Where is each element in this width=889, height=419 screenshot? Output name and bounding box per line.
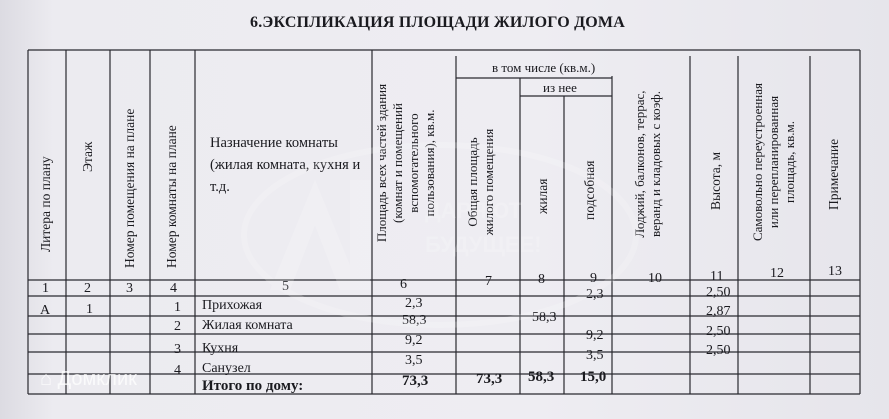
row2-naznachenie: Жилая комната <box>202 318 293 333</box>
row1-naznachenie: Прихожая <box>202 298 263 313</box>
header-podsobnaya: подсобная <box>582 160 597 220</box>
total-zhilaya: 58,3 <box>528 369 555 385</box>
header-litera: Литера по плану <box>38 156 53 252</box>
colnum-9: 9 <box>590 271 597 286</box>
header-nomer-pomeshcheniya: Номер помещения на плане <box>122 108 137 268</box>
row3-podsobnaya: 9,2 <box>586 328 604 343</box>
row1-vysota: 2,50 <box>706 285 731 300</box>
header-iz-nee: из нее <box>543 80 577 95</box>
row3-naznachenie: Кухня <box>202 341 239 356</box>
colnum-5: 5 <box>282 279 289 294</box>
document-title: 6.ЭКСПЛИКАЦИЯ ПЛОЩАДИ ЖИЛОГО ДОМА <box>250 14 625 31</box>
brand-house-icon: ⌂ <box>40 368 53 390</box>
header-naznachenie: Назначение комнаты (жилая комната, кухня и т.д. <box>210 135 361 195</box>
header-ploshchad-vsekh: Площадь всех частей здания (комнат и помещений вспомогательного пользования), кв.м. <box>374 83 437 243</box>
colnum-11: 11 <box>710 269 724 284</box>
row2-vysota: 2,87 <box>706 304 731 319</box>
row1-etazh: 1 <box>86 302 93 317</box>
watermark-line2: БУДУЩЕЕ! <box>425 232 542 257</box>
colnum-7: 7 <box>485 274 492 289</box>
row1-podsobnaya: 2,3 <box>586 287 604 302</box>
header-etazh: Этаж <box>80 141 95 172</box>
row4-vysota: 2,50 <box>706 343 731 358</box>
colnum-2: 2 <box>84 281 91 296</box>
row2-ploshchad: 58,3 <box>402 313 427 328</box>
row1-nomer: 1 <box>174 300 181 315</box>
row3-vysota: 2,50 <box>706 324 731 339</box>
row2-nomer: 2 <box>174 319 181 334</box>
header-primechanie: Примечание <box>826 138 841 210</box>
header-obshchaya: Общая площадь жилого помещения <box>465 128 496 236</box>
row1-ploshchad: 2,3 <box>405 296 423 311</box>
colnum-10: 10 <box>648 271 662 286</box>
header-vysota: Высота, м <box>708 152 723 210</box>
row4-podsobnaya: 3,5 <box>586 348 604 363</box>
colnum-13: 13 <box>828 264 842 279</box>
row4-naznachenie: Санузел <box>202 361 251 376</box>
colnum-6: 6 <box>400 277 407 292</box>
row2-zhilaya: 58,3 <box>532 310 557 325</box>
total-podsobnaya: 15,0 <box>580 369 607 385</box>
total-label: Итого по дому: <box>202 378 304 394</box>
header-v-tom-chisle: в том числе (кв.м.) <box>492 60 596 75</box>
colnum-3: 3 <box>126 281 133 296</box>
watermark-line1: ДАРЯЮТ <box>425 198 523 223</box>
colnum-8: 8 <box>538 272 545 287</box>
brand-watermark: ⌂ Домклик <box>40 368 137 390</box>
total-ploshchad: 73,3 <box>402 373 429 389</box>
total-obshchaya: 73,3 <box>476 371 503 387</box>
row1-litera: А <box>40 303 51 318</box>
row3-nomer: 3 <box>174 342 181 357</box>
colnum-1: 1 <box>42 281 49 296</box>
header-nomer-komnaty: Номер комнаты на плане <box>164 125 179 268</box>
row3-ploshchad: 9,2 <box>405 333 423 348</box>
row4-nomer: 4 <box>174 363 181 378</box>
row4-ploshchad: 3,5 <box>405 353 423 368</box>
colnum-4: 4 <box>170 281 177 296</box>
header-zhilaya: жилая <box>535 178 550 214</box>
header-lodzhiy: Лоджий, балконов, террас, веранд и кладовых с коэф. <box>632 90 663 238</box>
header-samovolno: Самовольно переустроенная или перепланированная площадь, кв.м. <box>750 82 797 242</box>
colnum-12: 12 <box>770 266 784 281</box>
